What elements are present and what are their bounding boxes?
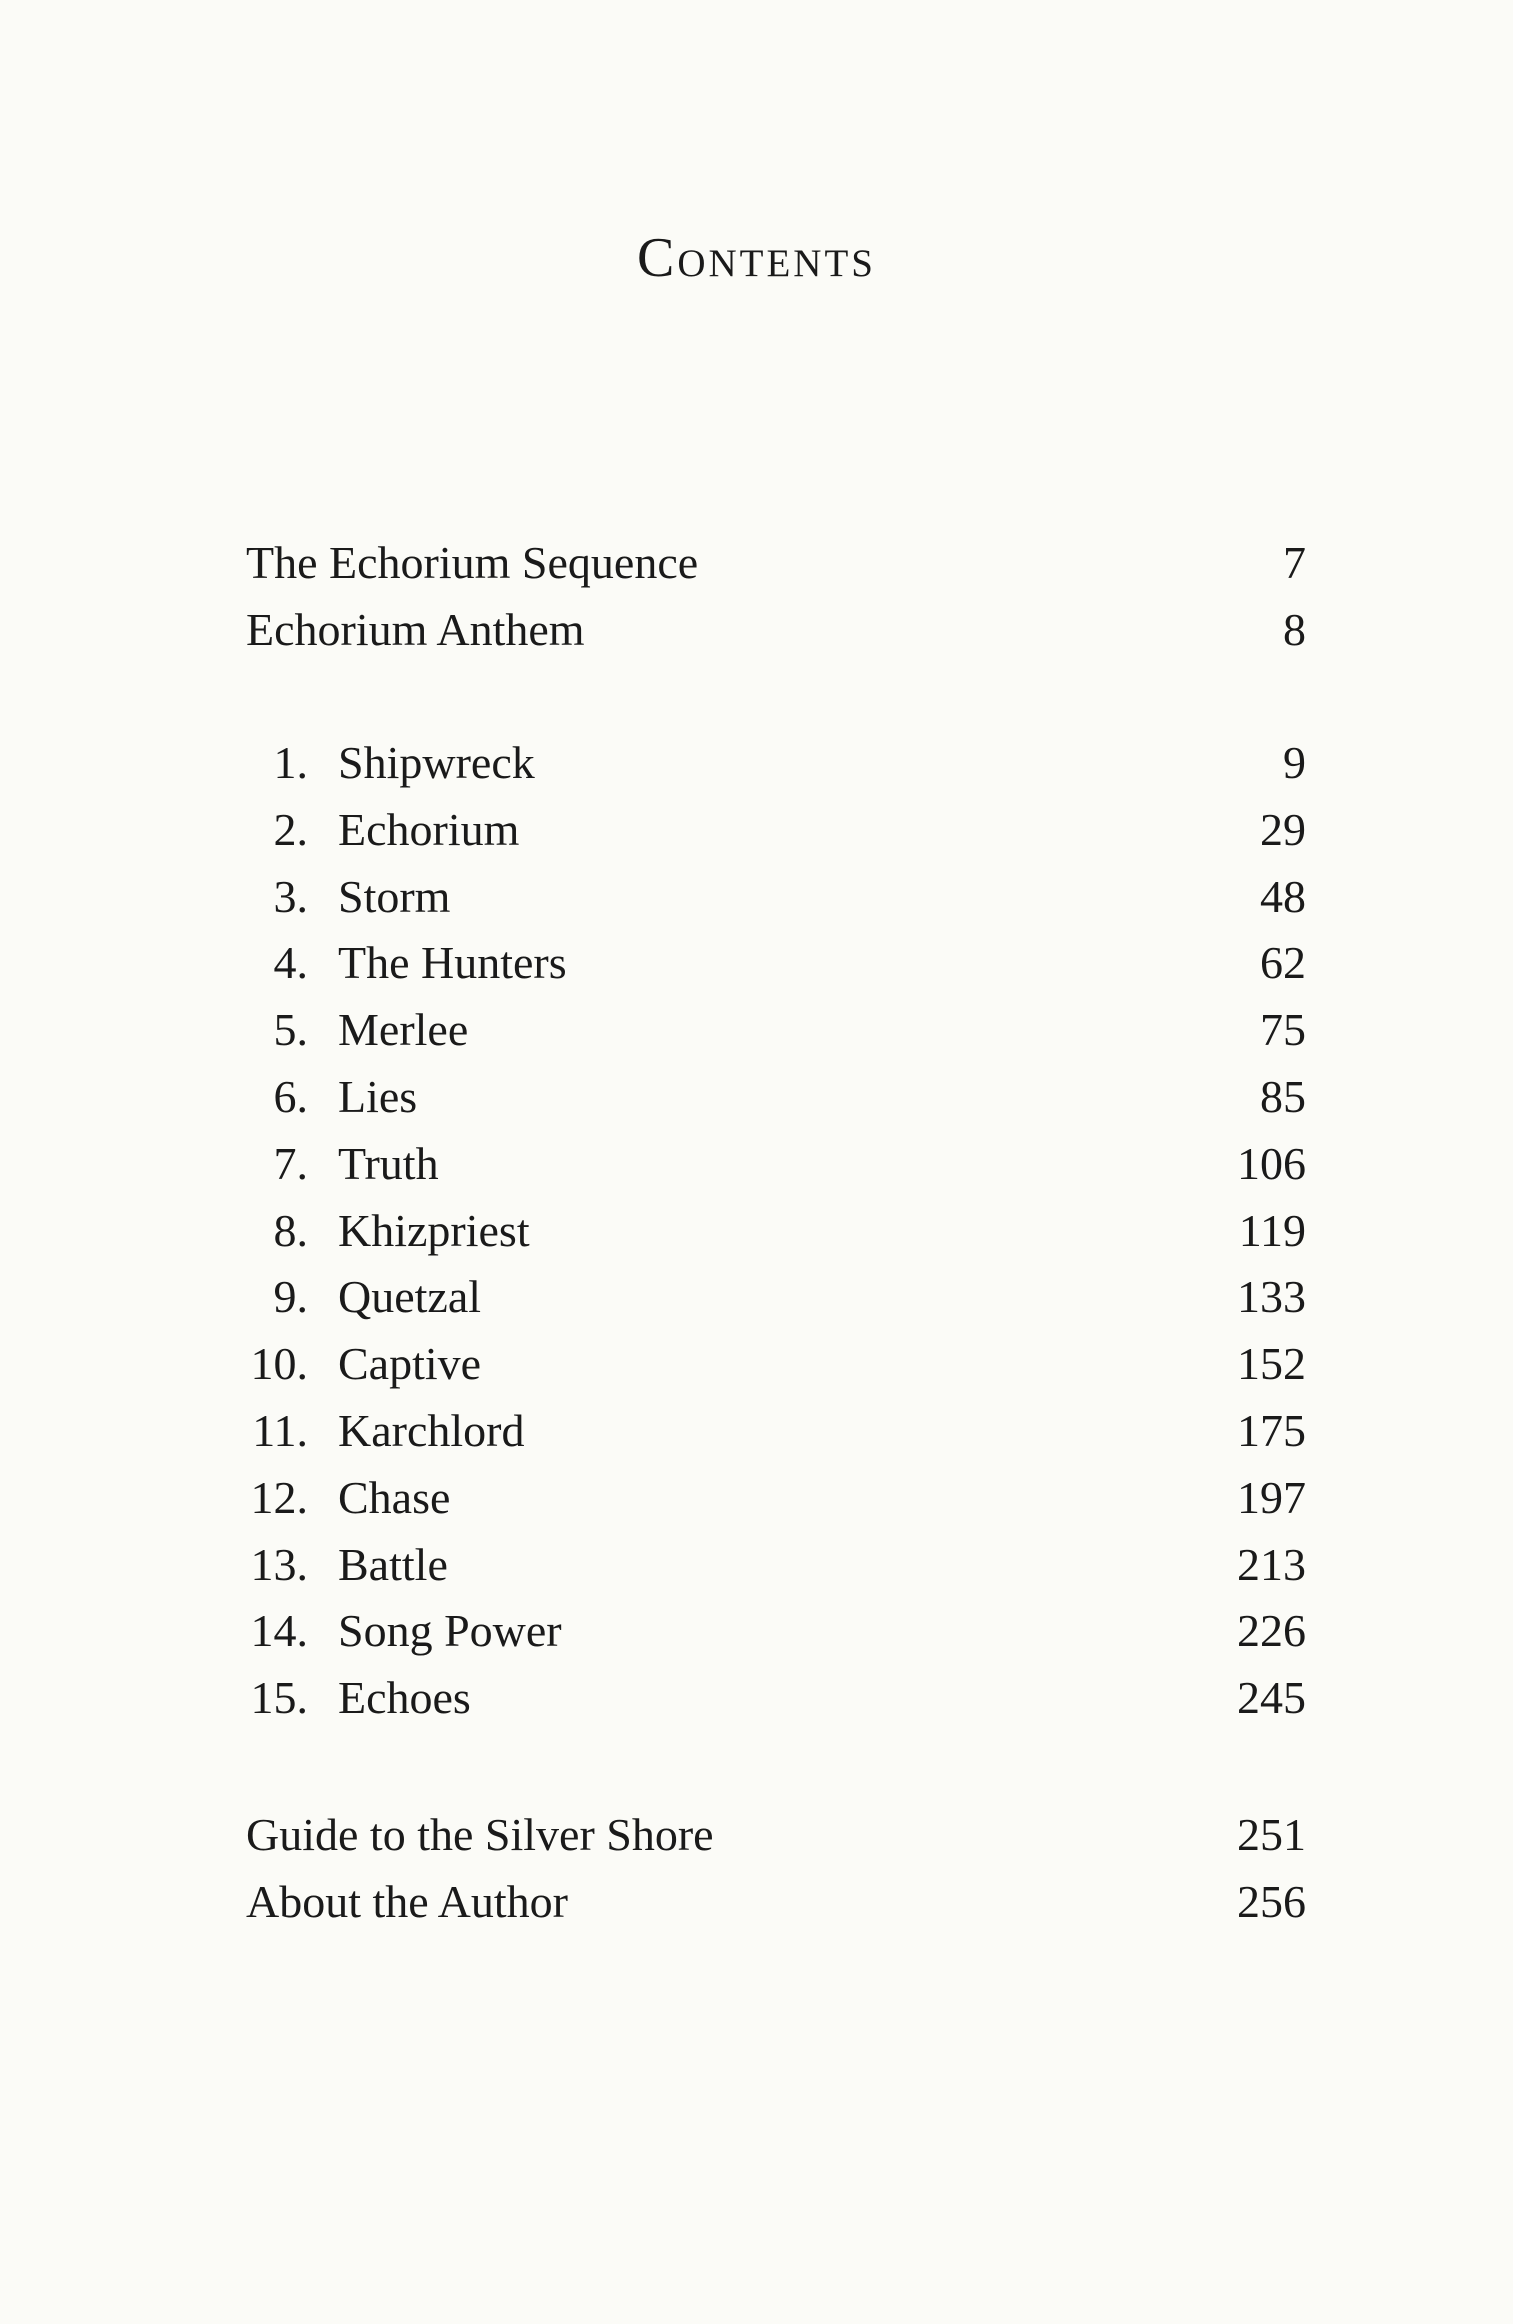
chapter-entry — [246, 930, 1306, 997]
chapter-entry — [246, 1064, 1306, 1131]
chapter-number: 15. — [250, 1672, 308, 1724]
chapter-title: Echoes — [338, 1672, 471, 1724]
chapter-title: Chase — [338, 1471, 451, 1523]
chapter-entry — [246, 997, 1306, 1064]
chapter-number: 8. — [273, 1204, 308, 1256]
chapter-number: 6. — [273, 1070, 308, 1122]
chapter-number: 13. — [250, 1538, 308, 1590]
chapter-page: 226 — [1237, 1605, 1306, 1657]
chapter-title: Song Power — [338, 1605, 562, 1657]
chapter-number: 2. — [273, 803, 308, 855]
chapter-entry — [246, 1398, 1306, 1465]
chapter-entry — [246, 1665, 1306, 1732]
chapter-title: Captive — [338, 1338, 482, 1390]
chapter-page: 119 — [1238, 1204, 1306, 1256]
chapter-title: Truth — [338, 1137, 439, 1189]
chapter-entry — [246, 730, 1306, 797]
chapter-entry — [246, 1264, 1306, 1331]
toc-entry-page: 251 — [1237, 1809, 1306, 1860]
chapter-page: 175 — [1237, 1404, 1306, 1456]
chapter-number: 14. — [250, 1605, 308, 1657]
chapter-entry — [246, 1532, 1306, 1599]
chapter-entry — [246, 1198, 1306, 1265]
chapter-entry — [246, 864, 1306, 931]
chapter-page: 197 — [1237, 1471, 1306, 1523]
toc-entry — [246, 1869, 1306, 1936]
chapter-title: Karchlord — [338, 1404, 525, 1456]
chapter-page: 106 — [1237, 1137, 1306, 1189]
chapter-entry — [246, 1598, 1306, 1665]
chapter-entry — [246, 1465, 1306, 1532]
chapter-title: The Hunters — [338, 937, 567, 989]
chapter-number: 4. — [273, 937, 308, 989]
chapter-entry — [246, 797, 1306, 864]
chapter-number: 7. — [273, 1137, 308, 1189]
chapter-page: 133 — [1237, 1271, 1306, 1323]
chapter-page: 29 — [1260, 803, 1306, 855]
toc-entry — [246, 530, 1306, 597]
toc-entry-page: 8 — [1283, 603, 1306, 655]
page-title: Contents — [636, 227, 876, 289]
toc-entry — [246, 597, 1306, 664]
toc-entry — [246, 1802, 1306, 1869]
toc-entry-title: The Echorium Sequence — [246, 537, 699, 588]
toc-entry-page: 7 — [1283, 537, 1306, 588]
chapter-page: 245 — [1237, 1672, 1306, 1724]
front-matter-list — [246, 530, 1306, 664]
chapter-title: Battle — [338, 1538, 448, 1590]
chapter-number: 12. — [250, 1471, 308, 1523]
chapter-page: 62 — [1260, 937, 1306, 989]
chapter-page: 213 — [1237, 1538, 1306, 1590]
chapter-page: 75 — [1260, 1004, 1306, 1056]
chapter-page: 48 — [1260, 870, 1306, 922]
chapter-title: Khizpriest — [338, 1204, 530, 1256]
chapter-title: Quetzal — [338, 1271, 482, 1323]
chapter-page: 152 — [1237, 1338, 1306, 1390]
back-matter-list — [246, 1802, 1306, 1936]
chapter-page: 9 — [1283, 737, 1306, 788]
chapter-entry — [246, 1131, 1306, 1198]
toc-entry-title: Echorium Anthem — [246, 603, 585, 655]
chapter-number: 5. — [273, 1004, 308, 1056]
chapter-number: 3. — [273, 870, 308, 922]
chapter-title: Lies — [338, 1070, 418, 1122]
chapter-title: Storm — [338, 870, 451, 922]
chapter-number: 11. — [252, 1404, 308, 1456]
chapter-title: Echorium — [338, 803, 520, 855]
chapter-number: 1. — [273, 737, 308, 788]
chapter-number: 9. — [273, 1271, 308, 1323]
chapter-title: Merlee — [338, 1004, 469, 1056]
chapter-page: 85 — [1260, 1070, 1306, 1122]
chapter-entry — [246, 1331, 1306, 1398]
chapter-title: Shipwreck — [338, 737, 535, 788]
toc-entry-title: Guide to the Silver Shore — [246, 1809, 714, 1860]
toc-entry-page: 256 — [1237, 1875, 1306, 1927]
chapter-number: 10. — [250, 1338, 308, 1390]
toc-entry-title: About the Author — [246, 1875, 568, 1927]
chapter-list — [246, 730, 1306, 1732]
